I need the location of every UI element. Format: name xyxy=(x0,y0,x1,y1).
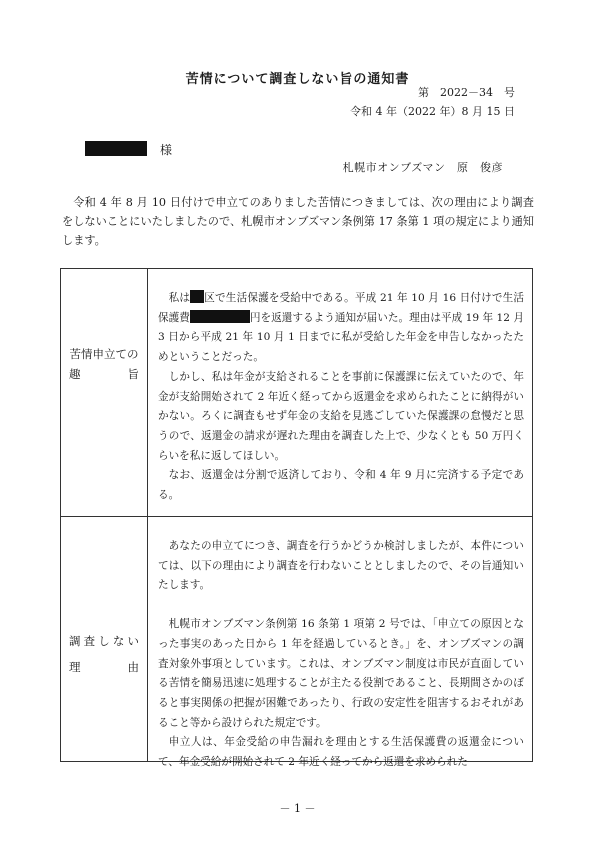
row2-label-char-5: い xyxy=(127,634,139,648)
row2-label-char-1: 調 xyxy=(69,634,81,648)
document-date: 令和 4 年（2022 年）8 月 15 日 xyxy=(350,105,515,118)
intro-paragraph xyxy=(62,193,534,250)
row2-label-char-4: な xyxy=(112,634,125,648)
complaint-p1-part-c: 円を返還するよう通知が届いた。理由は平成 19 年 12 月 3 日から平成 21 年 10 月 1 日までに私が受給した年金を申告しなかったためということだった。 xyxy=(158,311,524,364)
redacted-amount xyxy=(190,310,250,323)
row1-label-line1: 苦情申立ての xyxy=(69,347,139,361)
column-divider xyxy=(147,269,148,761)
redacted-recipient-name xyxy=(85,141,147,156)
row2-content xyxy=(158,537,524,773)
row1-content xyxy=(158,289,524,506)
page-number: － 1 － xyxy=(279,802,316,815)
row2-label-line1 xyxy=(61,631,147,651)
paragraph-gap xyxy=(158,596,524,615)
row2-label xyxy=(61,631,147,677)
complaint-p1-part-b: 区で生活保護を受給中である。平成 21 年 10 月 16 日付けで生活保護費 xyxy=(158,292,524,324)
row-divider xyxy=(61,516,532,517)
row2-label-line2 xyxy=(61,657,147,677)
row2-label-char-2: 査 xyxy=(83,634,96,648)
notice-table xyxy=(60,268,533,769)
row1-label-line2 xyxy=(61,364,147,384)
complaint-paragraph-3: なお、返還金は分割で返済しており、令和 4 年 9 月に完済する予定である。 xyxy=(158,469,524,502)
row1-label xyxy=(61,344,147,384)
complaint-paragraph-2: しかし、私は年金が支給されることを事前に保護課に伝えていたので、年金が支給開始されて 2 年近く経ってから返還金を求められたことに納得がいかない。ろくに調査もせず年金の支給を見逃ごしていた保護課の怠慢だと思うので、返還金の請求が遅れた理由を調査した上で、少なくとも 50 万円くらいを私に返してほしい。 xyxy=(158,370,524,462)
complaint-p1-part-a: 私は xyxy=(168,292,191,304)
row2-label-char-a: 理 xyxy=(69,660,81,674)
document-number: 第 2022－34 号 xyxy=(418,86,515,99)
sender-name: 札幌市オンブズマン 原 俊彦 xyxy=(342,161,503,174)
reason-paragraph-3: 申立人は、年金受給の申告漏れを理由とする生活保護費の返還金について、年金受給が開始されて 2 年近く経ってから返還を求められた xyxy=(158,736,524,769)
document-title: 苦情について調査しない旨の通知書 xyxy=(185,72,410,87)
reason-paragraph-1: あなたの申立てにつき、調査を行うかどうか検討しましたが、本件については、以下の理由により調査を行わないこととしましたので、その旨通知いたします。 xyxy=(158,540,524,592)
reason-paragraph-2: 札幌市オンブズマン条例第 16 条第 1 項第 2 号では、「申立ての原因となった事実のあった日から 1 年を経過しているとき。」を、オンブズマンの調査対象外事項としています。これは、オンブズマン制度は市民が直面している苦情を簡易迅速に処理することが主たる役割であること、長期間さかのぼると事実関係の把握が困難であったり、行政の安定性を阻害するおそれがあること等から設けられた規定です。 xyxy=(158,618,524,729)
honorific: 様 xyxy=(160,143,173,157)
complaint-paragraph-1 xyxy=(158,289,524,368)
intro-text: 令和 4 年 8 月 10 日付けで申立てのありました苦情につきましては、次の理由により調査をしないことにいたしましたので、札幌市オンブズマン条例第 17 条第 1 項の規定により通知します。 xyxy=(62,196,534,247)
row2-label-char-b: 由 xyxy=(127,660,139,674)
row1-label-char-a: 趣 xyxy=(69,367,81,381)
row1-label-char-b: 旨 xyxy=(127,367,139,381)
redacted-ward xyxy=(190,290,204,303)
row2-label-char-3: し xyxy=(98,634,110,648)
